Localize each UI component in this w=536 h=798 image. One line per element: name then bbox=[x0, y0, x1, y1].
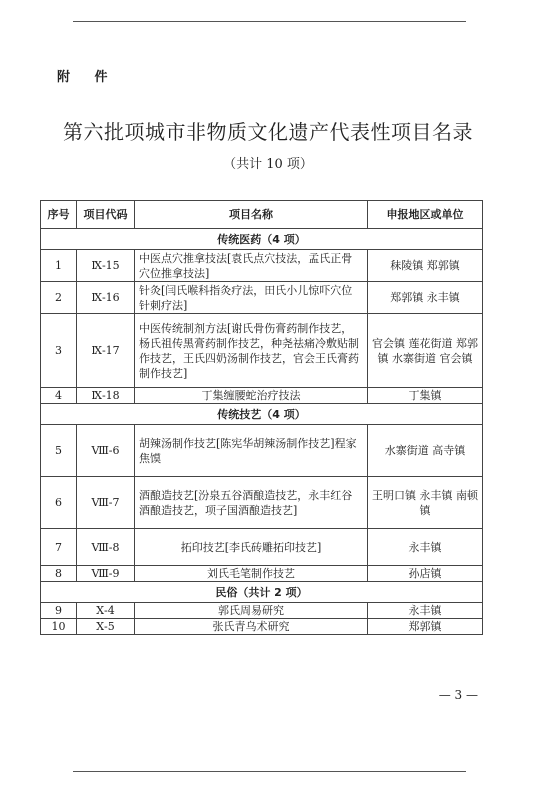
table-header-row bbox=[41, 201, 483, 229]
row-no: 5 bbox=[41, 425, 77, 477]
row-code: Ⅷ-8 bbox=[77, 529, 135, 566]
top-rule bbox=[73, 21, 466, 22]
table-row bbox=[41, 250, 483, 282]
row-name: 刘氏毛笔制作技艺 bbox=[135, 566, 368, 582]
table-row bbox=[41, 314, 483, 388]
row-region: 秣陵镇 郑郭镇 bbox=[368, 250, 483, 282]
row-region: 王明口镇 永丰镇 南顿镇 bbox=[368, 477, 483, 529]
column-header-no: 序号 bbox=[41, 201, 77, 229]
column-header-region: 申报地区或单位 bbox=[368, 201, 483, 229]
table-row bbox=[41, 566, 483, 582]
row-no: 1 bbox=[41, 250, 77, 282]
row-code: Ⅷ-7 bbox=[77, 477, 135, 529]
row-region: 永丰镇 bbox=[368, 529, 483, 566]
row-region: 官会镇 莲花街道 郑郭镇 水寨街道 官会镇 bbox=[368, 314, 483, 388]
attachment-label: 附 件 bbox=[57, 70, 118, 85]
row-code: Ⅹ-5 bbox=[77, 619, 135, 635]
row-name: 张氏青乌术研究 bbox=[135, 619, 368, 635]
row-name: 中医传统制剂方法[谢氏骨伤膏药制作技艺，杨氏祖传黑膏药制作技艺，种尧祛痛冷敷贴制作技艺，王氏四奶汤制作技艺，官会王氏膏药制作技艺] bbox=[135, 314, 368, 388]
row-no: 7 bbox=[41, 529, 77, 566]
row-code: Ⅷ-9 bbox=[77, 566, 135, 582]
row-name: 丁集缠腰蛇治疗技法 bbox=[135, 388, 368, 404]
document-title: 第六批项城市非物质文化遗产代表性项目名录 bbox=[63, 120, 473, 144]
row-no: 10 bbox=[41, 619, 77, 635]
category-title: 传统技艺（4 项） bbox=[41, 404, 483, 425]
row-name: 针灸[闫氏喉科指灸疗法，田氏小儿惊吓穴位针刺疗法] bbox=[135, 282, 368, 314]
row-region: 丁集镇 bbox=[368, 388, 483, 404]
table-row bbox=[41, 477, 483, 529]
row-code: Ⅷ-6 bbox=[77, 425, 135, 477]
document-subtitle: （共计 10 项） bbox=[223, 157, 313, 172]
row-region: 郑郭镇 永丰镇 bbox=[368, 282, 483, 314]
row-no: 4 bbox=[41, 388, 77, 404]
row-region: 水寨街道 高寺镇 bbox=[368, 425, 483, 477]
row-code: Ⅸ-16 bbox=[77, 282, 135, 314]
row-code: Ⅸ-15 bbox=[77, 250, 135, 282]
category-title: 民俗（共计 2 项） bbox=[41, 582, 483, 603]
row-region: 永丰镇 bbox=[368, 603, 483, 619]
row-no: 8 bbox=[41, 566, 77, 582]
row-name: 拓印技艺[李氏砖雕拓印技艺] bbox=[135, 529, 368, 566]
category-title: 传统医药（4 项） bbox=[41, 229, 483, 250]
category-row bbox=[41, 404, 483, 425]
row-no: 2 bbox=[41, 282, 77, 314]
category-row bbox=[41, 582, 483, 603]
table-row bbox=[41, 388, 483, 404]
column-header-name: 项目名称 bbox=[135, 201, 368, 229]
table-row bbox=[41, 619, 483, 635]
row-name: 胡辣汤制作技艺[陈宪华胡辣汤制作技艺]程家焦馍 bbox=[135, 425, 368, 477]
table-row bbox=[41, 425, 483, 477]
category-row bbox=[41, 229, 483, 250]
row-code: Ⅹ-4 bbox=[77, 603, 135, 619]
row-no: 9 bbox=[41, 603, 77, 619]
page-number: — 3 — bbox=[438, 688, 478, 702]
table-row bbox=[41, 529, 483, 566]
table-row bbox=[41, 603, 483, 619]
bottom-rule bbox=[73, 771, 466, 772]
column-header-code: 项目代码 bbox=[77, 201, 135, 229]
row-region: 郑郭镇 bbox=[368, 619, 483, 635]
heritage-table bbox=[40, 200, 483, 635]
row-no: 6 bbox=[41, 477, 77, 529]
row-code: Ⅸ-17 bbox=[77, 314, 135, 388]
row-name: 郭氏周易研究 bbox=[135, 603, 368, 619]
table-row bbox=[41, 282, 483, 314]
row-name: 酒酿造技艺[汾泉五谷酒酿造技艺，永丰红谷酒酿造技艺，项子国酒酿造技艺] bbox=[135, 477, 368, 529]
row-code: Ⅸ-18 bbox=[77, 388, 135, 404]
row-region: 孙店镇 bbox=[368, 566, 483, 582]
row-name: 中医点穴推拿技法[袁氏点穴技法，孟氏正骨穴位推拿技法] bbox=[135, 250, 368, 282]
row-no: 3 bbox=[41, 314, 77, 388]
